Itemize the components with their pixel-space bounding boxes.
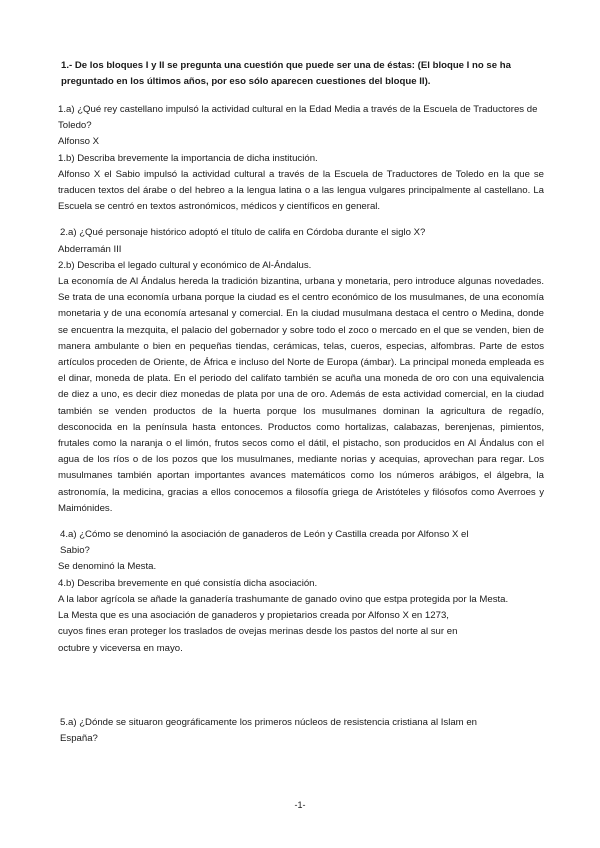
spacer [58,90,544,102]
question-4a: 4.a) ¿Cómo se denominó la asociación de ganaderos de León y Castilla creada por Alfonso X el Sabio? [60,529,469,557]
answer-4a: Se denominó la Mesta. [58,561,157,573]
question-1b: 1.b) Describa brevemente la importancia de dicha institución. [58,152,318,164]
question-4b: 4.b) Describa brevemente en qué consistía dicha asociación. [58,577,318,589]
section-heading: 1.- De los bloques I y II se pregunta una cuestión que puede ser una de éstas: (El bloque I no se ha preguntado en los últimos años, por eso sólo aparecen cuestiones del bloque II). [61,60,511,87]
spacer [58,517,544,527]
question-1a: 1.a) ¿Qué rey castellano impulsó la actividad cultural en la Edad Media a través de la Escuela de Traductores de Toledo? [58,104,538,132]
answer-2a: Abderramán III [58,243,122,255]
answer-4b-line-2: La Mesta que es una asociación de ganaderos y propietarios creada por Alfonso X en 1273, [58,610,449,622]
answer-1a: Alfonso X [58,136,100,148]
page-number: -1- [294,800,306,810]
spacer [58,657,544,715]
answer-1b: Alfonso X el Sabio impulsó la actividad cultural a través de la Escuela de Traductores de Toledo en la que se traducen textos del árabe o del hebreo a la lengua latina o a las lengua vulgares principalmente al castellano. La Escuela se centró en textos astronómicos, médicos y científicos en general. [58,168,544,213]
answer-4b-line-3: cuyos fines eran proteger los traslados de ovejas merinas desde los pastos del norte al sur en [58,626,458,638]
question-2b: 2.b) Describa el legado cultural y económico de Al-Ándalus. [58,259,312,271]
question-5a: 5.a) ¿Dónde se situaron geográficamente los primeros núcleos de resistencia cristiana al Islam en España? [60,716,478,744]
answer-4b-line-1: A la labor agrícola se añade la ganadería trashumante de ganado ovino que estpa protegida por la Mesta. [58,593,509,605]
spacer [58,215,544,225]
answer-2b: La economía de Al Ándalus hereda la tradición bizantina, urbana y monetaria, pero introduce algunas novedades. Se trata de una economía urbana porque la ciudad es el centro económico de los musulmanes, de una economía monetaria y de una economía artesanal y comercial. En la ciudad musulmana destaca el centro o Medina, donde se encuentra la mezquita, el palacio del gobernador y sobre todo el zoco o mercado en el que se venden, bien de manera ambulante o bien en pequeñas tiendas, cerámicas, telas, cueros, especias, alfombras. Parte de estos artículos proceden de Oriente, de África e incluso del Norte de Europa (ámbar). La principal moneda empleada es el dinar, moneda de plata. En el periodo del califato también se acuña una moneda de oro con una equivalencia de diez a uno, es decir diez monedas de plata por una de oro. Además de esta actividad comercial, en la ciudad también se venden productos de la huerta porque los musulmanes dominan la agricultura de regadío, desconocida en la península hasta entonces. Productos como hortalizas, calabazas, berenjenas, pimientos, frutales como la naranja o el limón, frutos secos como el dátil, el pistacho, son producidos en Al Ándalus con el agua de los ríos o de los pozos que los musulmanes, mediante norias y acequias, aprovechan para regar. Los musulmanes también aportan importantes avances matemáticos como los números arábigos, el álgebra, la astronomía, la medicina, gracias a ellos conocemos a filosofía griega de Aristóteles y filósofos como Averroes y Maimónides. [58,276,544,514]
answer-4b-line-4: octubre y viceversa en mayo. [58,642,183,654]
question-2a: 2.a) ¿Qué personaje histórico adoptó el título de califa en Córdoba durante el siglo X? [60,227,426,239]
document-body [58,58,544,747]
